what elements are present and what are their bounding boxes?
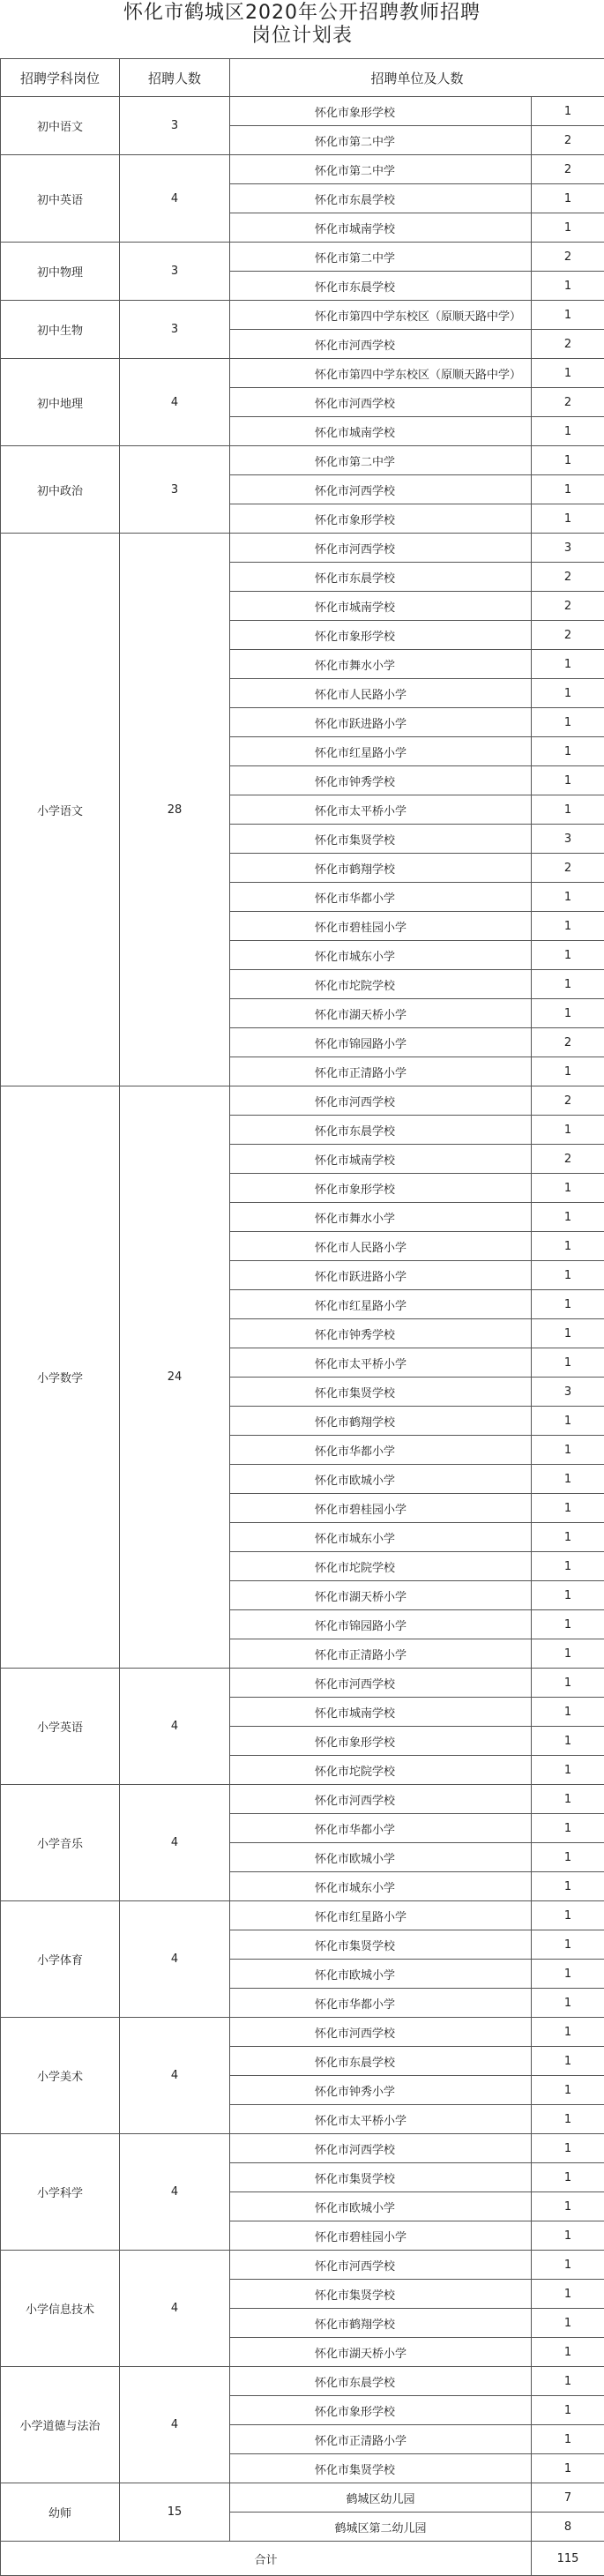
unit-count-cell: 1 [532,1465,604,1494]
unit-count-cell: 1 [532,417,604,446]
unit-count-cell: 1 [532,1203,604,1232]
unit-count-cell: 1 [532,708,604,737]
unit-name-cell: 怀化市城东小学 [230,941,532,970]
unit-name-cell: 怀化市东晨学校 [230,272,532,301]
unit-name-cell: 怀化市城南学校 [230,417,532,446]
unit-name-cell: 怀化市象形学校 [230,1174,532,1203]
unit-count-cell: 1 [532,912,604,941]
unit-count-cell: 1 [532,999,604,1028]
unit-name-cell: 怀化市城南学校 [230,213,532,243]
unit-count-cell: 1 [532,2134,604,2163]
table-row [1,301,604,330]
unit-name-cell: 怀化市城东小学 [230,1872,532,1901]
unit-name-cell: 怀化市象形学校 [230,1727,532,1756]
unit-count-cell: 3 [532,1378,604,1407]
unit-count-cell: 2 [532,563,604,592]
unit-count-cell: 1 [532,1698,604,1727]
unit-count-cell: 1 [532,2251,604,2280]
unit-count-cell: 1 [532,1901,604,1930]
unit-name-cell: 怀化市碧桂园小学 [230,912,532,941]
unit-name-cell: 怀化市河西学校 [230,1086,532,1116]
unit-name-cell: 怀化市集贤学校 [230,2163,532,2192]
unit-count-cell: 1 [532,1960,604,1989]
unit-name-cell: 怀化市华都小学 [230,1436,532,1465]
unit-name-cell: 鹤城区幼儿园 [230,2483,532,2513]
unit-count-cell: 1 [532,1669,604,1698]
unit-name-cell: 怀化市河西学校 [230,534,532,563]
unit-name-cell: 怀化市跃进路小学 [230,708,532,737]
unit-name-cell: 怀化市钟秀学校 [230,1319,532,1348]
unit-count-cell: 3 [532,534,604,563]
table-body [1,59,604,2576]
unit-count-cell: 2 [532,1028,604,1057]
count-cell: 4 [120,155,230,243]
unit-name-cell: 怀化市欧城小学 [230,1960,532,1989]
unit-count-cell: 1 [532,2367,604,2396]
unit-count-cell: 1 [532,2454,604,2483]
unit-count-cell: 1 [532,1814,604,1843]
unit-name-cell: 怀化市人民路小学 [230,1232,532,1261]
subject-cell: 小学音乐 [1,1785,120,1901]
unit-name-cell: 怀化市太平桥小学 [230,795,532,825]
unit-count-cell: 2 [532,1145,604,1174]
unit-name-cell: 怀化市跃进路小学 [230,1261,532,1290]
unit-count-cell: 1 [532,2425,604,2454]
unit-name-cell: 怀化市城东小学 [230,1523,532,1552]
unit-name-cell: 怀化市第二中学 [230,446,532,475]
table-row [1,359,604,388]
unit-name-cell: 怀化市河西学校 [230,1785,532,1814]
subject-cell: 小学体育 [1,1901,120,2018]
count-cell: 3 [120,301,230,359]
unit-count-cell: 1 [532,1989,604,2018]
unit-name-cell: 怀化市河西学校 [230,330,532,359]
unit-name-cell: 怀化市坨院学校 [230,1756,532,1785]
total-row [1,2542,604,2576]
table-row [1,446,604,475]
unit-name-cell: 怀化市象形学校 [230,504,532,534]
subject-cell: 小学语文 [1,534,120,1086]
unit-count-cell: 1 [532,1843,604,1872]
unit-name-cell: 怀化市第四中学东校区（原顺天路中学） [230,301,532,330]
count-cell: 3 [120,97,230,155]
unit-name-cell: 怀化市欧城小学 [230,1843,532,1872]
table-row [1,243,604,272]
unit-count-cell: 2 [532,854,604,883]
subject-cell: 小学信息技术 [1,2251,120,2367]
unit-count-cell: 1 [532,766,604,795]
count-cell: 4 [120,2251,230,2367]
unit-name-cell: 怀化市第二中学 [230,243,532,272]
table-row [1,1901,604,1930]
unit-name-cell: 怀化市东晨学校 [230,2367,532,2396]
subject-cell: 初中语文 [1,97,120,155]
unit-name-cell: 怀化市红星路小学 [230,1901,532,1930]
unit-name-cell: 怀化市正清路小学 [230,1057,532,1086]
unit-name-cell: 怀化市城南学校 [230,1145,532,1174]
unit-count-cell: 1 [532,2309,604,2338]
unit-name-cell: 鹤城区第二幼儿园 [230,2513,532,2542]
unit-name-cell: 怀化市集贤学校 [230,2280,532,2309]
unit-count-cell: 1 [532,1290,604,1319]
unit-name-cell: 怀化市河西学校 [230,2018,532,2047]
unit-name-cell: 怀化市河西学校 [230,475,532,504]
unit-name-cell: 怀化市鹤翔学校 [230,1407,532,1436]
unit-count-cell: 1 [532,446,604,475]
unit-name-cell: 怀化市鹤翔学校 [230,854,532,883]
header-units: 招聘单位及人数 [230,59,604,97]
unit-count-cell: 2 [532,330,604,359]
subject-cell: 小学美术 [1,2018,120,2134]
unit-count-cell: 2 [532,1086,604,1116]
subject-cell: 小学道德与法治 [1,2367,120,2483]
unit-count-cell: 1 [532,2105,604,2134]
unit-name-cell: 怀化市人民路小学 [230,679,532,708]
unit-count-cell: 1 [532,1261,604,1290]
subject-cell: 小学数学 [1,1086,120,1669]
count-cell: 3 [120,243,230,301]
unit-name-cell: 怀化市河西学校 [230,388,532,417]
count-cell: 4 [120,2018,230,2134]
subject-cell: 幼师 [1,2483,120,2542]
unit-name-cell: 怀化市湖天桥小学 [230,999,532,1028]
unit-count-cell: 1 [532,679,604,708]
header-row [1,59,604,97]
unit-count-cell: 2 [532,243,604,272]
subject-cell: 初中政治 [1,446,120,534]
unit-count-cell: 1 [532,2076,604,2105]
unit-count-cell: 3 [532,825,604,854]
unit-count-cell: 2 [532,155,604,184]
table-row [1,2251,604,2280]
table-row [1,1086,604,1116]
unit-count-cell: 1 [532,941,604,970]
unit-name-cell: 怀化市鹤翔学校 [230,2309,532,2338]
subject-cell: 初中地理 [1,359,120,446]
unit-name-cell: 怀化市集贤学校 [230,825,532,854]
unit-name-cell: 怀化市象形学校 [230,621,532,650]
unit-name-cell: 怀化市东晨学校 [230,184,532,213]
unit-name-cell: 怀化市舞水小学 [230,650,532,679]
unit-count-cell: 8 [532,2513,604,2542]
table-row [1,2018,604,2047]
unit-count-cell: 1 [532,1348,604,1378]
unit-count-cell: 1 [532,1785,604,1814]
unit-count-cell: 1 [532,970,604,999]
unit-count-cell: 1 [532,97,604,126]
unit-name-cell: 怀化市集贤学校 [230,2454,532,2483]
unit-count-cell: 1 [532,1930,604,1960]
unit-count-cell: 1 [532,2338,604,2367]
unit-count-cell: 1 [532,737,604,766]
unit-count-cell: 1 [532,184,604,213]
count-cell: 4 [120,1669,230,1785]
title-line-1: 怀化市鹤城区2020年公开招聘教师招聘 [0,2,604,25]
unit-name-cell: 怀化市坨院学校 [230,1552,532,1581]
unit-name-cell: 怀化市太平桥小学 [230,1348,532,1378]
count-cell: 4 [120,2134,230,2251]
unit-count-cell: 1 [532,795,604,825]
unit-name-cell: 怀化市华都小学 [230,1814,532,1843]
count-cell: 15 [120,2483,230,2542]
unit-count-cell: 2 [532,621,604,650]
count-cell: 3 [120,446,230,534]
subject-cell: 小学科学 [1,2134,120,2251]
unit-count-cell: 1 [532,1407,604,1436]
unit-count-cell: 2 [532,388,604,417]
unit-count-cell: 1 [532,213,604,243]
count-cell: 4 [120,2367,230,2483]
table-row [1,534,604,563]
unit-name-cell: 怀化市第二中学 [230,126,532,155]
unit-count-cell: 1 [532,1319,604,1348]
unit-count-cell: 1 [532,1057,604,1086]
table-row [1,2367,604,2396]
unit-count-cell: 1 [532,1610,604,1639]
table-row [1,97,604,126]
count-cell: 24 [120,1086,230,1669]
unit-count-cell: 2 [532,126,604,155]
subject-cell: 小学英语 [1,1669,120,1785]
table-row [1,1785,604,1814]
unit-count-cell: 1 [532,1523,604,1552]
unit-count-cell: 2 [532,592,604,621]
total-label: 合计 [1,2542,532,2576]
unit-name-cell: 怀化市锦园路小学 [230,1028,532,1057]
unit-count-cell: 1 [532,883,604,912]
unit-count-cell: 1 [532,2018,604,2047]
unit-count-cell: 1 [532,1552,604,1581]
unit-name-cell: 怀化市锦园路小学 [230,1610,532,1639]
header-subject: 招聘学科岗位 [1,59,120,97]
unit-count-cell: 1 [532,2396,604,2425]
count-cell: 28 [120,534,230,1086]
unit-name-cell: 怀化市钟秀小学 [230,2076,532,2105]
unit-count-cell: 7 [532,2483,604,2513]
header-count: 招聘人数 [120,59,230,97]
subject-cell: 初中生物 [1,301,120,359]
unit-name-cell: 怀化市集贤学校 [230,1930,532,1960]
unit-count-cell: 1 [532,1116,604,1145]
unit-name-cell: 怀化市欧城小学 [230,2192,532,2221]
unit-name-cell: 怀化市第四中学东校区（原顺天路中学） [230,359,532,388]
unit-count-cell: 1 [532,1436,604,1465]
unit-count-cell: 1 [532,2047,604,2076]
unit-name-cell: 怀化市东晨学校 [230,1116,532,1145]
page-title [0,0,604,48]
count-cell: 4 [120,1901,230,2018]
title-line-2: 岗位计划表 [0,25,604,48]
count-cell: 4 [120,1785,230,1901]
unit-name-cell: 怀化市华都小学 [230,1989,532,2018]
unit-name-cell: 怀化市湖天桥小学 [230,2338,532,2367]
unit-count-cell: 1 [532,504,604,534]
unit-name-cell: 怀化市第二中学 [230,155,532,184]
unit-name-cell: 怀化市红星路小学 [230,737,532,766]
unit-name-cell: 怀化市舞水小学 [230,1203,532,1232]
count-cell: 4 [120,359,230,446]
unit-name-cell: 怀化市正清路小学 [230,1639,532,1669]
unit-name-cell: 怀化市东晨学校 [230,563,532,592]
unit-count-cell: 1 [532,1581,604,1610]
unit-name-cell: 怀化市碧桂园小学 [230,1494,532,1523]
unit-count-cell: 1 [532,1174,604,1203]
unit-name-cell: 怀化市城南学校 [230,592,532,621]
unit-count-cell: 1 [532,301,604,330]
unit-count-cell: 1 [532,1872,604,1901]
total-value: 115 [532,2542,604,2576]
unit-name-cell: 怀化市东晨学校 [230,2047,532,2076]
subject-cell: 初中英语 [1,155,120,243]
table-row [1,2134,604,2163]
unit-name-cell: 怀化市欧城小学 [230,1465,532,1494]
unit-count-cell: 1 [532,272,604,301]
unit-name-cell: 怀化市钟秀学校 [230,766,532,795]
unit-name-cell: 怀化市碧桂园小学 [230,2221,532,2251]
table-row [1,2483,604,2513]
unit-name-cell: 怀化市湖天桥小学 [230,1581,532,1610]
unit-name-cell: 怀化市红星路小学 [230,1290,532,1319]
table-row [1,1669,604,1698]
unit-name-cell: 怀化市城南学校 [230,1698,532,1727]
unit-count-cell: 1 [532,1232,604,1261]
unit-name-cell: 怀化市河西学校 [230,1669,532,1698]
unit-name-cell: 怀化市华都小学 [230,883,532,912]
unit-name-cell: 怀化市集贤学校 [230,1378,532,1407]
unit-name-cell: 怀化市正清路小学 [230,2425,532,2454]
unit-count-cell: 1 [532,359,604,388]
unit-count-cell: 1 [532,2280,604,2309]
unit-count-cell: 1 [532,1494,604,1523]
table-row [1,155,604,184]
unit-name-cell: 怀化市象形学校 [230,2396,532,2425]
unit-name-cell: 怀化市坨院学校 [230,970,532,999]
unit-count-cell: 1 [532,2192,604,2221]
unit-name-cell: 怀化市太平桥小学 [230,2105,532,2134]
recruitment-plan-table [0,58,604,2576]
unit-name-cell: 怀化市河西学校 [230,2134,532,2163]
unit-count-cell: 1 [532,650,604,679]
subject-cell: 初中物理 [1,243,120,301]
unit-count-cell: 1 [532,475,604,504]
unit-count-cell: 1 [532,2221,604,2251]
unit-name-cell: 怀化市河西学校 [230,2251,532,2280]
unit-count-cell: 1 [532,1756,604,1785]
unit-count-cell: 1 [532,1727,604,1756]
unit-count-cell: 1 [532,2163,604,2192]
unit-name-cell: 怀化市象形学校 [230,97,532,126]
unit-count-cell: 1 [532,1639,604,1669]
